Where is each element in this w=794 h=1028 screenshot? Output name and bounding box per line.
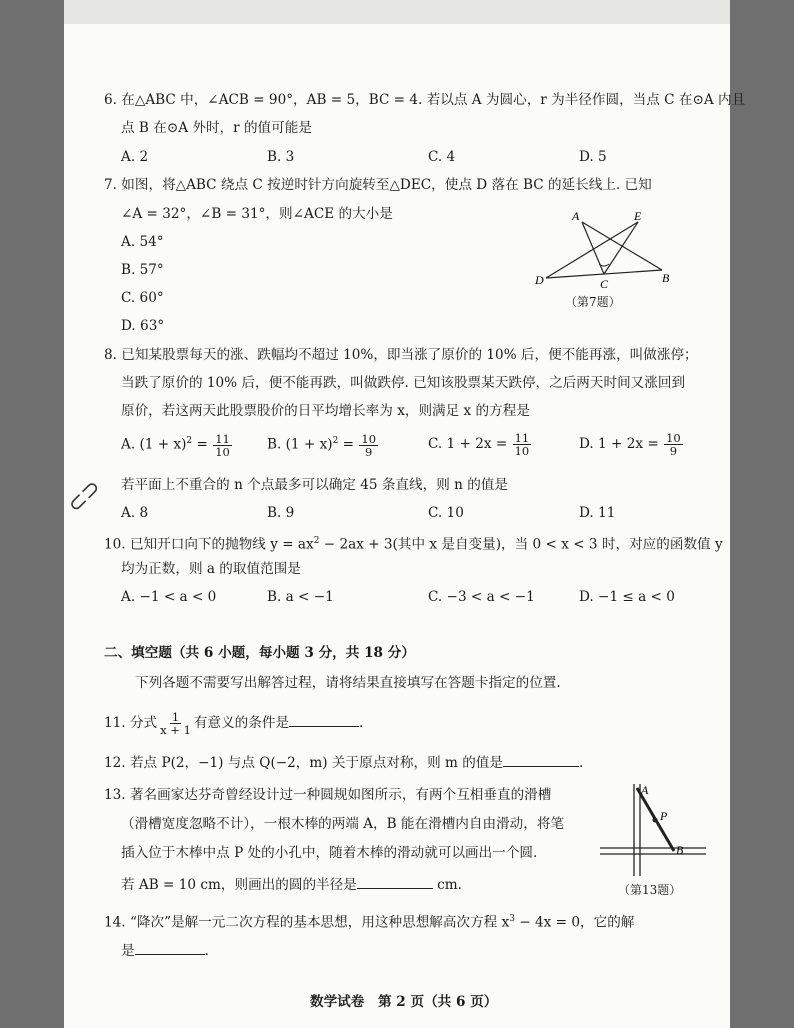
q13-label-p: P [660, 809, 668, 823]
q9-option-c: C. 10 [428, 505, 464, 521]
q6-option-d: D. 5 [579, 149, 607, 165]
q9-option-b: B. 9 [267, 505, 295, 521]
q13-label-a: A [641, 783, 649, 797]
q7-triangle-figure [532, 208, 677, 308]
q7-option-a: A. 54° [121, 234, 164, 250]
q7-line1: 7. 如图，将△ABC 绕点 C 按逆时针方向旋转至△DEC，使点 D 落在 BC 的延长线上. 已知 [104, 177, 652, 193]
q13-line3: 插入位于木棒中点 P 处的小孔中，随着木棒的滑动就可以画出一个圆. [121, 845, 538, 861]
q10-option-c: C. −3 < a < −1 [428, 589, 535, 605]
q7-label-c: C [600, 277, 609, 291]
q13-line4: 若 AB = 10 cm，则画出的圆的半径是 cm. [121, 874, 462, 894]
q8-option-b: B. $(1 + x)^2$ = $\frac{10}{9}$ [267, 431, 377, 459]
q6-option-b: B. 3 [267, 149, 295, 165]
section2-title: 二、填空题（共 6 小题，每小题 3 分，共 18 分） [104, 645, 415, 661]
q13-label-b: B [676, 843, 684, 857]
q13-line2: （滑槽宽度忽略不计），一根木棒的两端 A，B 能在滑槽内自由滑动，将笔 [121, 816, 565, 832]
q7-option-b: B. 57° [121, 262, 164, 278]
page-top-shadow [64, 0, 730, 24]
q7-caption: （第7题） [565, 295, 621, 309]
q7-label-a: A [572, 209, 580, 223]
q8-line1: 8. 已知某股票每天的涨、跌幅均不超过 10%，即当涨了原价的 10% 后，便不能再涨，叫做涨停； [104, 347, 698, 363]
q10-line1: 10. 已知开口向下的抛物线 $y = ax^2 - 2ax + 3$(其中 x 是自变量)，当 0 < x < 3 时，对应的函数值 y [104, 536, 723, 553]
page-footer: 数学试卷 第 2 页（共 6 页） [310, 994, 498, 1010]
q7-label-d: D [535, 273, 544, 287]
q6-option-c: C. 4 [428, 149, 456, 165]
q12-line: 12. 若点 P(2，−1) 与点 Q(−2，m) 关于原点对称，则 m 的值是 . [104, 752, 583, 772]
q8-option-a: A. $(1 + x)^2$ = $\frac{11}{10}$ [121, 431, 230, 459]
q13-caption: （第13题） [618, 883, 682, 897]
q8-option-d: D. 1 + 2x = $\frac{10}{9}$ [579, 431, 681, 458]
q7-option-c: C. 60° [121, 290, 164, 306]
q7-label-b: B [662, 271, 670, 285]
q13-compass-figure [598, 780, 708, 895]
q11-line: 11. 分式 $\frac{1}{x + 1}$ 有意义的条件是 . [104, 710, 364, 737]
q6-line2: 点 B 在⊙A 外时，r 的值可能是 [121, 120, 312, 136]
q13-answer-blank [357, 874, 433, 889]
q9-option-d: D. 11 [579, 505, 616, 521]
q14-answer-blank [135, 940, 205, 955]
q9-line1: 若平面上不重合的 n 个点最多可以确定 45 条直线，则 n 的值是 [121, 477, 508, 493]
q7-option-d: D. 63° [121, 318, 165, 334]
q6-line1: 6. 在△ABC 中，∠ACB = 90°，AB = 5，BC = 4. 若以点 A 为圆心，r 为半径作圆，当点 C 在⊙A 内且 [104, 92, 746, 108]
q11-answer-blank [289, 712, 359, 727]
q10-option-b: B. a < −1 [267, 589, 334, 605]
q6-option-a: A. 2 [121, 149, 149, 165]
q7-label-e: E [634, 209, 642, 223]
q8-option-c: C. 1 + 2x = $\frac{11}{10}$ [428, 431, 530, 458]
link-icon: ⊂⊃ [62, 474, 107, 519]
q14-line1: 14. “降次”是解一元二次方程的基本思想，用这种思想解高次方程 $x^3 - 4x = 0$，它的解 [104, 914, 635, 931]
q9-option-a: A. 8 [121, 505, 149, 521]
q10-option-a: A. −1 < a < 0 [121, 589, 217, 605]
q7-line2: ∠A = 32°，∠B = 31°，则∠ACE 的大小是 [121, 206, 393, 222]
q8-line3: 原价，若这两天此股票股价的日平均增长率为 x，则满足 x 的方程是 [121, 403, 530, 419]
q14-line2: 是 . [121, 940, 209, 960]
q13-line1: 13. 著名画家达芬奇曾经设计过一种圆规如图所示，有两个互相垂直的滑槽 [104, 787, 552, 803]
section2-instruction: 下列各题不需要写出解答过程，请将结果直接填写在答题卡指定的位置. [135, 675, 561, 691]
q10-option-d: D. −1 ≤ a < 0 [579, 589, 675, 605]
q10-line2: 均为正数，则 a 的取值范围是 [121, 561, 301, 577]
q8-line2: 当跌了原价的 10% 后，便不能再跌，叫做跌停. 已知该股票某天跌停，之后两天时间又涨回到 [121, 375, 686, 391]
q12-answer-blank [503, 752, 579, 767]
